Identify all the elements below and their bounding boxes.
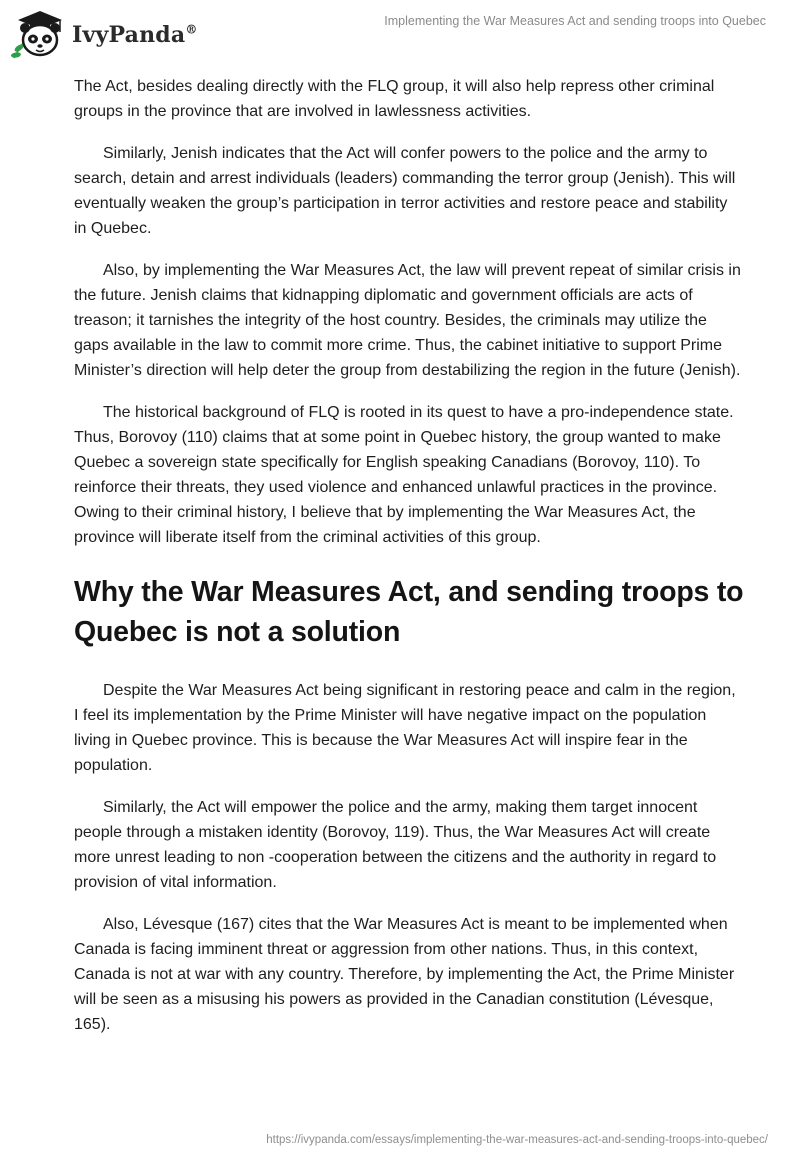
essay-body — [74, 74, 744, 1054]
ivypanda-logo[interactable] — [10, 8, 198, 60]
paragraph: The historical background of FLQ is rooted in its quest to have a pro-independence state. Thus, Borovoy (110) claims that at some point in Quebec history, the group wanted to make Quebec a sovereign state specifically for English speaking Canadians (Borovoy, 110). To reinforce their threats, they used violence and enhanced unlawful practices in the province. Owing to their criminal history, I believe that by implementing the War Measures Act, the province will liberate itself from the criminal activities of this group. — [74, 404, 734, 546]
paragraph: Despite the War Measures Act being significant in restoring peace and calm in the region, I feel its implementation by the Prime Minister will have negative impact on the population living in Quebec province. This is because the War Measures Act will inspire fear in the population. — [74, 682, 736, 774]
section-heading: Why the War Measures Act, and sending troops to Quebec is not a solution — [74, 576, 744, 648]
document-title: Implementing the War Measures Act and sending troops into Quebec — [384, 14, 766, 28]
paragraph: Also, Lévesque (167) cites that the War Measures Act is meant to be implemented when Canada is facing imminent threat or aggression from other nations. Thus, in this context, Canada is not at war with any country. Therefore, by implementing the Act, the Prime Minister will be seen as a misusing his powers as provided in the Canadian constitution (Lévesque, 165). — [74, 916, 735, 1033]
brand-text: IvyPanda — [72, 22, 186, 48]
paragraph: Similarly, Jenish indicates that the Act will confer powers to the police and the army to search, detain and arrest individuals (leaders) commanding the terror group (Jenish). This will eventually weaken the group’s participation in terror activities and restore peace and stability in Quebec. — [74, 145, 736, 237]
paragraph: The Act, besides dealing directly with the FLQ group, it will also help repress other criminal groups in the province that are involved in lawlessness activities. — [74, 78, 715, 120]
registered-mark: ® — [185, 22, 198, 37]
paragraph: Also, by implementing the War Measures Act, the law will prevent repeat of similar crisis in the future. Jenish claims that kidnapping diplomatic and government officials are acts of treason; it tarnishes the integrity of the host country. Besides, the criminals may utilize the gaps available in the law to commit more crime. Thus, the cabinet initiative to support Prime Minister’s direction will help deter the group from destabilizing the region in the future (Jenish). — [74, 262, 741, 379]
panda-logo-icon — [10, 8, 66, 60]
page-header — [0, 0, 800, 72]
source-url[interactable]: https://ivypanda.com/essays/implementing-the-war-measures-act-and-sending-troops-into-quebec/ — [266, 1134, 768, 1146]
brand-name — [72, 22, 198, 48]
paragraph: Similarly, the Act will empower the police and the army, making them target innocent people through a mistaken identity (Borovoy, 119). Thus, the War Measures Act will create more unrest leading to non -cooperation between the citizens and the authority in regard to provision of vital information. — [74, 799, 717, 891]
